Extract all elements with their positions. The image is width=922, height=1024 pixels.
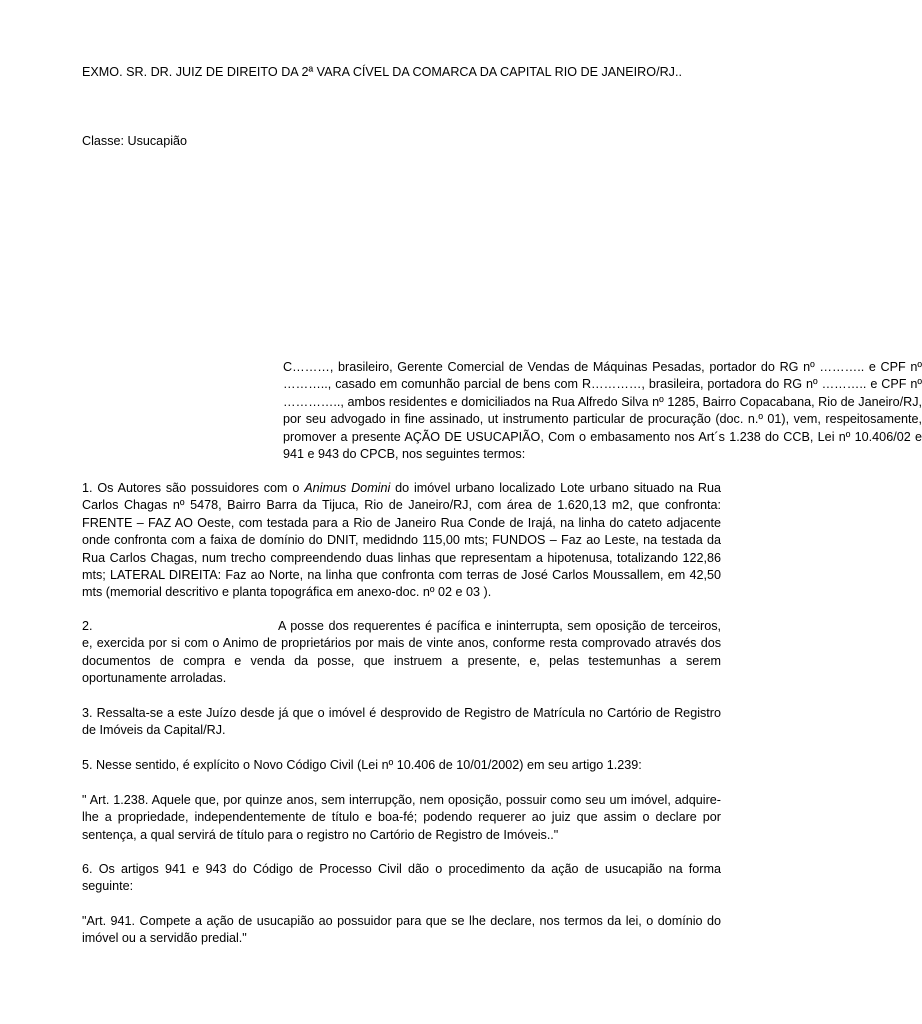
paragraph-2 (82, 618, 721, 688)
paragraph-1-start: 1. Os Autores são possuidores com o (82, 481, 305, 495)
intro-paragraph: C………, brasileiro, Gerente Comercial de Vendas de Máquinas Pesadas, portador do RG nº ……….. e CPF nº ……….., casado em comunhão parcial de bens com R…………, brasileira, portadora do RG nº ……….. e CPF nº ………….., ambos residentes e domiciliados na Rua Alfredo Silva nº 1285, Bairro Copacabana, Rio de Janeiro/RJ, por seu advogado in fine assinado, ut instrumento particular de procuração (doc. n.º 01), vem, respeitosamente, promover a presente AÇÃO DE USUCAPIÃO, Com o embasamento nos Art´s 1.238 do CCB, Lei nº 10.406/02 e 941 e 943 do CPCB, nos seguintes termos: (283, 360, 922, 462)
paragraph-6: 6. Os artigos 941 e 943 do Código de Processo Civil dão o procedimento da ação de usucapião na forma seguinte: (82, 862, 721, 894)
paragraph-3: 3. Ressalta-se a este Juízo desde já que o imóvel é desprovido de Registro de Matrícula no Cartório de Registro de Imóveis da Capital/RJ. (82, 706, 721, 738)
case-class: Classe: Usucapião (82, 134, 187, 148)
animus-domini-term: Animus Domini (304, 481, 391, 495)
paragraph-5: 5. Nesse sentido, é explícito o Novo Código Civil (Lei nº 10.406 de 10/01/2002) em seu artigo 1.239: (82, 758, 642, 772)
paragraph-1-rest: do imóvel urbano localizado Lote urbano situado na Rua Carlos Chagas nº 5478, Bairro Barra da Tijuca, Rio de Janeiro/RJ, com área de 1.620,13 m2, que confronta: FRENTE – FAZ AO Oeste, com testada para a Rio de Janeiro Rua Conde de Irajá, na linha do cateto adjacente onde confronta com a faixa de domínio do DNIT, medidndo 115,00 mts; FUNDOS – Faz ao Leste, na testada da Rua Carlos Chagas, num trecho compreendendo duas linhas que representam a hipotenusa, totalizando 122,86 mts; LATERAL DIREITA: Faz ao Norte, na linha que confronta com terras de José Carlos Moussallem, em 42,50 mts (memorial descritivo e planta topográfica em anexo-doc. nº 02 e 03 ). (82, 481, 721, 600)
document-heading: EXMO. SR. DR. JUIZ DE DIREITO DA 2ª VARA CÍVEL DA COMARCA DA CAPITAL RIO DE JANEIRO/RJ.. (82, 65, 682, 79)
paragraph-1 (82, 480, 721, 602)
quote-art-1238: " Art. 1.238. Aquele que, por quinze anos, sem interrupção, nem oposição, possuir como seu um imóvel, adquire-lhe a propriedade, independentemente de título e boa-fé; podendo requerer ao juiz que assim o declare por sentença, a qual servirá de título para o registro no Cartório de Registro de Imóveis.." (82, 793, 721, 842)
paragraph-2-number: 2. (82, 619, 93, 633)
paragraph-2-text: A posse dos requerentes é pacífica e ininterrupta, sem oposição de terceiros, e, exercida por si com o Animo de proprietários por mais de vinte anos, conforme resta comprovado através dos documentos de compra e venda da posse, que instruem a presente, e, pelas testemunhas a serem oportunamente arroladas. (82, 619, 721, 686)
quote-art-941: "Art. 941. Compete a ação de usucapião ao possuidor para que se lhe declare, nos termos da lei, o domínio do imóvel ou a servidão predial." (82, 914, 721, 946)
